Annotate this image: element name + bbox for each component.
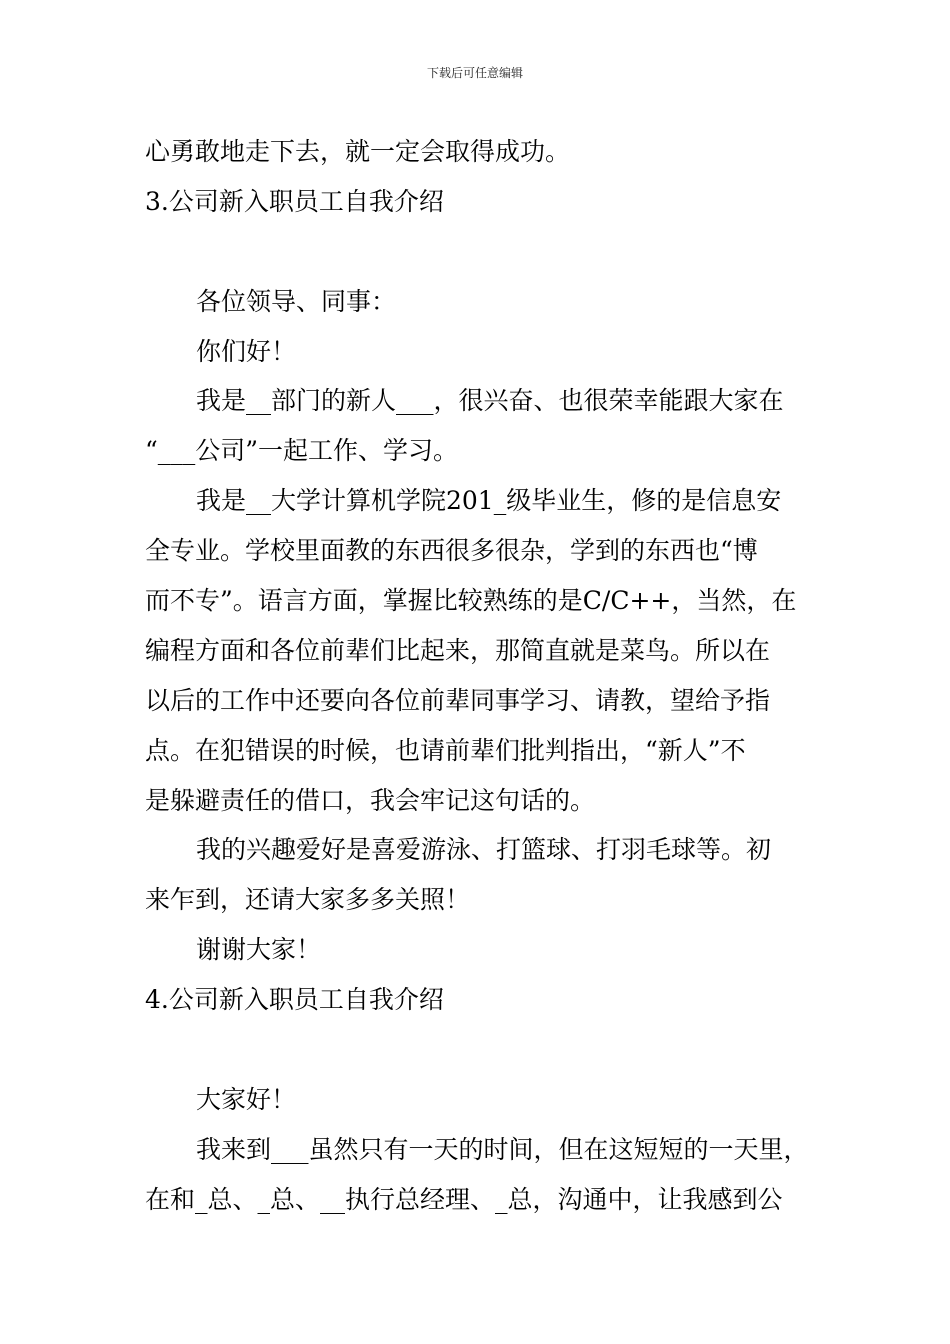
- paragraph-line: 点。在犯错误的时候，也请前辈们批判指出，“新人”不: [145, 735, 746, 765]
- paragraph-line: 来乍到，还请大家多多关照！: [145, 885, 471, 915]
- section-heading: 4.公司新入职员工自我介绍: [145, 985, 444, 1015]
- closing-line: 谢谢大家！: [196, 935, 322, 965]
- paragraph-line: 编程方面和各位前辈们比起来，那简直就是菜鸟。所以在: [145, 635, 771, 665]
- paragraph-line: 心勇敢地走下去，就一定会取得成功。: [145, 137, 571, 166]
- document-body: [145, 127, 831, 1225]
- paragraph-line: 而不专”。语言方面，掌握比较熟练的是C/C++，当然，在: [145, 586, 797, 616]
- paragraph-line: 我的兴趣爱好是喜爱游泳、打篮球、打羽毛球等。初: [196, 835, 772, 865]
- paragraph-line: 我是__部门的新人___，很兴奋、也很荣幸能跟大家在: [196, 386, 784, 416]
- greeting: 你们好！: [196, 336, 297, 366]
- section-heading: 3.公司新入职员工自我介绍: [145, 186, 444, 216]
- greeting: 大家好！: [196, 1084, 297, 1114]
- paragraph-line: “___公司”一起工作、学习。: [145, 436, 459, 466]
- paragraph-line: 是躲避责任的借口，我会牢记这句话的。: [145, 785, 596, 815]
- salutation: 各位领导、同事：: [196, 286, 397, 316]
- blank-line: [145, 1025, 831, 1075]
- paragraph-line: 以后的工作中还要向各位前辈同事学习、请教，望给予指: [145, 685, 771, 715]
- paragraph-line: 我是__大学计算机学院201_级毕业生，修的是信息安: [196, 486, 782, 516]
- paragraph-line: 在和_总、_总、__执行总经理、_总，沟通中，让我感到公: [145, 1184, 783, 1214]
- paragraph-line: 我来到___虽然只有一天的时间，但在这短短的一天里，: [196, 1134, 809, 1164]
- page-header: 下载后可任意编辑: [426, 66, 523, 80]
- paragraph-line: 全专业。学校里面教的东西很多很杂，学到的东西也“博: [145, 536, 758, 566]
- blank-line: [145, 227, 831, 277]
